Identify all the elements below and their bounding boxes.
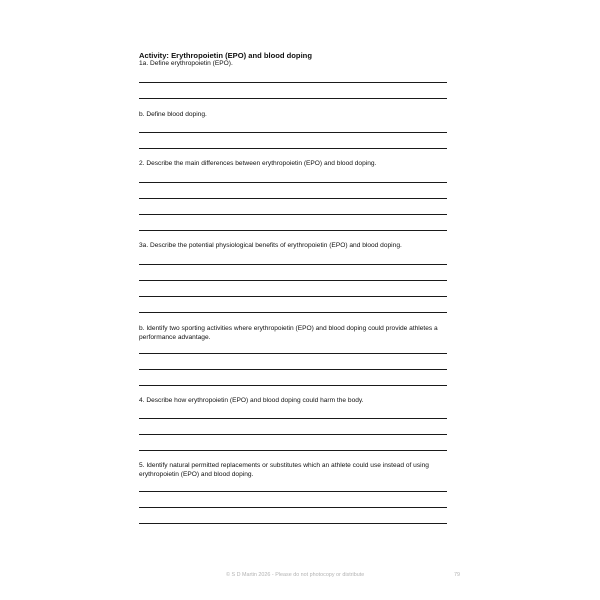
answer-line[interactable]	[139, 230, 447, 231]
question-5: 5. Identify natural permitted replacements or substitutes which an athlete could use instead of using erythropoietin (EPO) and blood doping.	[139, 462, 429, 478]
answer-line[interactable]	[139, 214, 447, 215]
answer-line[interactable]	[139, 418, 447, 419]
answer-line[interactable]	[139, 353, 447, 354]
page-number: 79	[454, 572, 460, 578]
answer-line[interactable]	[139, 198, 447, 199]
answer-line[interactable]	[139, 507, 447, 508]
answer-line[interactable]	[139, 182, 447, 183]
question-1b: b. Define blood doping.	[139, 111, 207, 118]
answer-line[interactable]	[139, 450, 447, 451]
answer-line[interactable]	[139, 491, 447, 492]
footer-copyright: © S D Martin 2026 - Please do not photocopy or distribute	[226, 572, 365, 578]
answer-line[interactable]	[139, 264, 447, 265]
answer-line[interactable]	[139, 98, 447, 99]
answer-line[interactable]	[139, 523, 447, 524]
answer-line[interactable]	[139, 296, 447, 297]
question-4: 4. Describe how erythropoietin (EPO) and blood doping could harm the body.	[139, 397, 364, 404]
answer-line[interactable]	[139, 312, 447, 313]
answer-line[interactable]	[139, 385, 447, 386]
question-2: 2. Describe the main differences between erythropoietin (EPO) and blood doping.	[139, 160, 377, 167]
activity-title: Activity: Erythropoietin (EPO) and blood doping	[139, 51, 312, 60]
answer-line[interactable]	[139, 434, 447, 435]
answer-line[interactable]	[139, 148, 447, 149]
question-3b: b. Identify two sporting activities where erythropoietin (EPO) and blood doping could provide athletes a performance advantage.	[139, 325, 438, 341]
answer-line[interactable]	[139, 132, 447, 133]
question-3a: 3a. Describe the potential physiological benefits of erythropoietin (EPO) and blood doping.	[139, 242, 402, 249]
question-1a: 1a. Define erythropoietin (EPO).	[139, 60, 233, 67]
answer-line[interactable]	[139, 82, 447, 83]
answer-line[interactable]	[139, 369, 447, 370]
answer-line[interactable]	[139, 280, 447, 281]
